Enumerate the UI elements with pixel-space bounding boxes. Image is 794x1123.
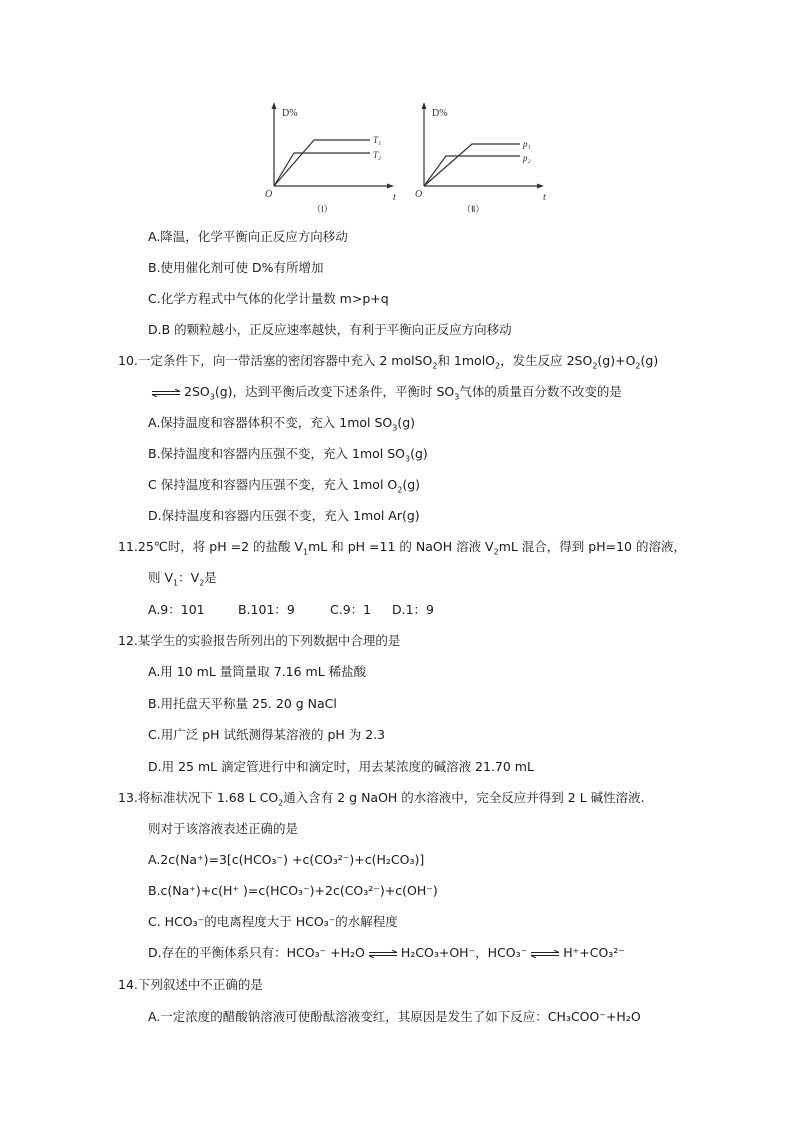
q10-option-d: D.保持温度和容器内压强不变，充入 1mol Ar(g) xyxy=(148,508,420,523)
q11-option-d: D.1：9 xyxy=(392,602,435,617)
q11-stem-line2: 则 $V_1$：$V_2$是 xyxy=(148,570,217,588)
origin-label: O xyxy=(265,189,273,200)
q10-option-a: A.保持温度和容器体积不变，充入 1mol $SO_3(g)$ xyxy=(148,415,416,433)
x-axis-label: t xyxy=(393,192,396,203)
q11-option-c: C.9：1 xyxy=(330,602,372,617)
q14-stem: 14.下列叙述中不正确的是 xyxy=(118,977,263,992)
y-axis-label: D% xyxy=(282,108,298,119)
q13-stem-line2: 则对于该溶液表述正确的是 xyxy=(148,821,299,836)
x-axis-arrow xyxy=(537,184,544,189)
q10-stem-line2: $2SO_3(g)$，达到平衡后改变下述条件，平衡时 $SO_3$气体的质量百分数不改变的是 xyxy=(148,384,622,400)
curve-label-t1: T₁ xyxy=(373,135,382,145)
graph-1-svg xyxy=(262,100,412,220)
q12-option-b: B.用托盘天平称量 25. 20 g NaCl xyxy=(148,696,337,711)
q10-stem-line1: 10.一定条件下，向一带活塞的密闭容器中充入 2 molSO$_2$和 1molO$_2$，发生反应 $2SO_2(g)+O_2(g)$ xyxy=(118,353,659,371)
q11-options xyxy=(148,602,434,618)
curve-label-p2: p₂ xyxy=(523,153,531,163)
y-axis-arrow xyxy=(272,102,277,109)
q13-option-c: C. HCO₃⁻的电离程度大于 HCO₃⁻的水解程度 xyxy=(148,914,398,929)
q13-option-b: B.c(Na⁺)+c(H⁺ )=c(HCO₃⁻)+2c(CO₃²⁻)+c(OH⁻) xyxy=(148,883,438,898)
q11-stem-line1: 11.25℃时，将 pH =2 的盐酸 $V_1mL$ 和 pH =11 的 NaOH 溶液 $V_2mL$ 混合，得到 pH=10 的溶液， xyxy=(118,539,686,557)
curve-label-t2: T₂ xyxy=(373,150,382,160)
q12-option-d: D.用 25 mL 滴定管进行中和滴定时，用去某浓度的碱溶液 21.70 mL xyxy=(148,759,534,774)
curve-label-p1: p₁ xyxy=(523,139,531,149)
q9-option-c: C.化学方程式中气体的化学计量数 m>p+q xyxy=(148,291,389,306)
equilibrium-arrow-icon xyxy=(530,950,560,958)
graph-caption: （Ⅱ） xyxy=(462,204,485,214)
q9-option-a: A.降温，化学平衡向正反应方向移动 xyxy=(148,229,348,244)
graph-1 xyxy=(262,100,412,220)
curve-p2 xyxy=(424,156,520,186)
origin-label: O xyxy=(415,189,423,200)
q9-option-d: D.B 的颗粒越小，正反应速率越快，有利于平衡向正反应方向移动 xyxy=(148,322,512,337)
q11-option-a: A.9：101 xyxy=(148,602,205,617)
graph-2-svg xyxy=(412,100,562,220)
equilibrium-arrow-icon xyxy=(151,389,181,397)
q14-option-a: A.一定浓度的醋酸钠溶液可使酚酞溶液变红，其原因是发生了如下反应：CH₃COO⁻+H₂O xyxy=(148,1009,641,1024)
q13-option-a: A.2c(Na⁺)=3[c(HCO₃⁻) +c(CO₃²⁻)+c(H₂CO₃)] xyxy=(148,852,425,867)
curve-p1 xyxy=(424,144,520,186)
q11-option-b: B.101：9 xyxy=(238,602,295,617)
q10-option-c: C 保持温度和容器内压强不变，充入 1mol $O_2(g)$ xyxy=(148,477,421,495)
q12-stem: 12.某学生的实验报告所列出的下列数据中合理的是 xyxy=(118,633,401,648)
q10-option-b: B.保持温度和容器内压强不变，充入 1mol $SO_3(g)$ xyxy=(148,446,428,464)
q9-option-b: B.使用催化剂可使 D%有所增加 xyxy=(148,260,324,275)
x-axis-arrow xyxy=(387,184,394,189)
y-axis-arrow xyxy=(422,102,427,109)
x-axis-label: t xyxy=(543,192,546,203)
q12-option-a: A.用 10 mL 量筒量取 7.16 mL 稀盐酸 xyxy=(148,664,367,679)
graph-2 xyxy=(412,100,562,220)
q13-stem-line1: 13.将标准状况下 1.68 L $CO_2$通入含有 2 g NaOH 的水溶液中，完全反应并得到 2 L 碱性溶液. xyxy=(118,790,645,808)
equilibrium-arrow-icon xyxy=(368,950,398,958)
q12-option-c: C.用广泛 pH 试纸测得某溶液的 pH 为 2.3 xyxy=(148,727,386,742)
graph-caption: （Ⅰ） xyxy=(312,204,333,214)
q13-option-d: D.存在的平衡体系只有：HCO₃⁻ +H₂O H₂CO₃+OH⁻，HCO₃⁻ H⁺+CO₃²⁻ xyxy=(148,945,625,960)
y-axis-label: D% xyxy=(432,108,448,119)
